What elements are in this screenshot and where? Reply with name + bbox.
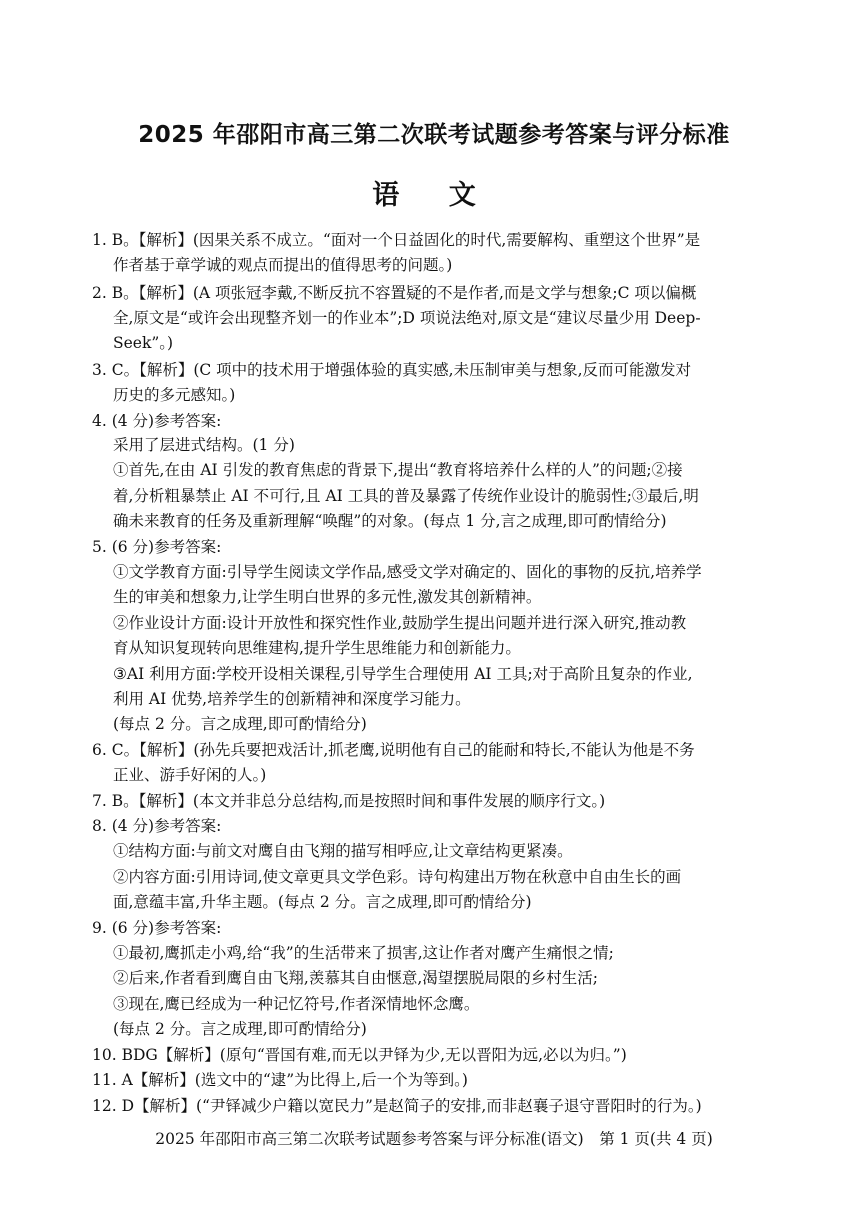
answer-line: 5. (6 分)参考答案: [92,538,222,556]
page-footer: 2025 年邵阳市高三第二次联考试题参考答案与评分标准(语文) 第 1 页(共 4 页) [155,1130,713,1148]
answer-line: ①文学教育方面:引导学生阅读文学作品,感受文学对确定的、固化的事物的反抗,培养学 [113,563,702,581]
answer-line: 7. B。【解析】(本文并非总分总结构,而是按照时间和事件发展的顺序行文。) [92,792,606,810]
answer-line: 确未来教育的任务及重新理解“唤醒”的对象。(每点 1 分,言之成理,即可酌情给分) [113,512,667,530]
answer-line: 9. (6 分)参考答案: [92,919,222,937]
answer-line: 面,意蕴丰富,升华主题。(每点 2 分。言之成理,即可酌情给分) [113,893,532,911]
answer-line: ①结构方面:与前文对鹰自由飞翔的描写相呼应,让文章结构更紧凑。 [113,842,573,860]
subject-heading: 语 文 [372,180,496,211]
answer-line: 生的审美和想象力,让学生明白世界的多元性,激发其创新精神。 [113,588,542,606]
answer-line: ②作业设计方面:设计开放性和探究性作业,鼓励学生提出问题并进行深入研究,推动教 [113,614,687,632]
answer-line: 1. B。【解析】(因果关系不成立。“面对一个日益固化的时代,需要解构、重塑这个世界”是 [92,231,701,249]
answer-line: 10. BDG【解析】(原句“晋国有难,而无以尹铎为少,无以晋阳为远,必以为归。”) [92,1046,627,1064]
answer-line: ③AI 利用方面:学校开设相关课程,引导学生合理使用 AI 工具;对于高阶且复杂的作业, [113,665,693,683]
document-title: 2025 年邵阳市高三第二次联考试题参考答案与评分标准 [138,122,730,148]
answer-line: 12. D【解析】(“尹铎减少户籍以宽民力”是赵简子的安排,而非赵襄子退守晋阳时的行为。) [92,1097,702,1115]
answer-line: ①最初,鹰抓走小鸡,给“我”的生活带来了损害,这让作者对鹰产生痛恨之情; [113,944,614,962]
answer-line: ②后来,作者看到鹰自由飞翔,羡慕其自由惬意,渴望摆脱局限的乡村生活; [113,969,599,987]
answer-line: 正业、游手好闲的人。) [113,766,267,784]
answer-line: 3. C。【解析】(C 项中的技术用于增强体验的真实感,未压制审美与想象,反而可能激发对 [92,361,692,379]
answer-line: 8. (4 分)参考答案: [92,817,222,835]
answer-line: (每点 2 分。言之成理,即可酌情给分) [113,1020,367,1038]
answer-line: 育从知识复现转向思维建构,提升学生思维能力和创新能力。 [113,639,521,657]
answer-line: 6. C。【解析】(孙先兵要把戏活计,抓老鹰,说明他有自己的能耐和特长,不能认为他是不务 [92,741,695,759]
answer-line: 利用 AI 优势,培养学生的创新精神和深度学习能力。 [113,690,471,708]
answer-line: ①首先,在由 AI 引发的教育焦虑的背景下,提出“教育将培养什么样的人”的问题;②接 [113,461,683,479]
answer-line: (每点 2 分。言之成理,即可酌情给分) [113,715,367,733]
answer-line: 采用了层进式结构。(1 分) [113,436,295,454]
answer-line: 11. A【解析】(选文中的“逮”为比得上,后一个为等到。) [92,1071,468,1089]
answer-line: Seek”。) [113,334,174,352]
answer-line: ③现在,鹰已经成为一种记忆符号,作者深情地怀念鹰。 [113,995,480,1013]
answer-line: ②内容方面:引用诗词,使文章更具文学色彩。诗句构建出万物在秋意中自由生长的画 [113,868,682,886]
answer-line: 2. B。【解析】(A 项张冠李戴,不断反抗不容置疑的不是作者,而是文学与想象;C 项以偏概 [92,284,697,302]
answer-line: 4. (4 分)参考答案: [92,412,222,430]
answer-line: 作者基于章学诚的观点而提出的值得思考的问题。) [113,256,453,274]
answer-line: 全,原文是“或许会出现整齐划一的作业本”;D 项说法绝对,原文是“建议尽量少用 Deep- [113,309,701,327]
answer-line: 历史的多元感知。) [113,386,236,404]
answer-line: 着,分析粗暴禁止 AI 不可行,且 AI 工具的普及暴露了传统作业设计的脆弱性;③最后,明 [113,487,699,505]
